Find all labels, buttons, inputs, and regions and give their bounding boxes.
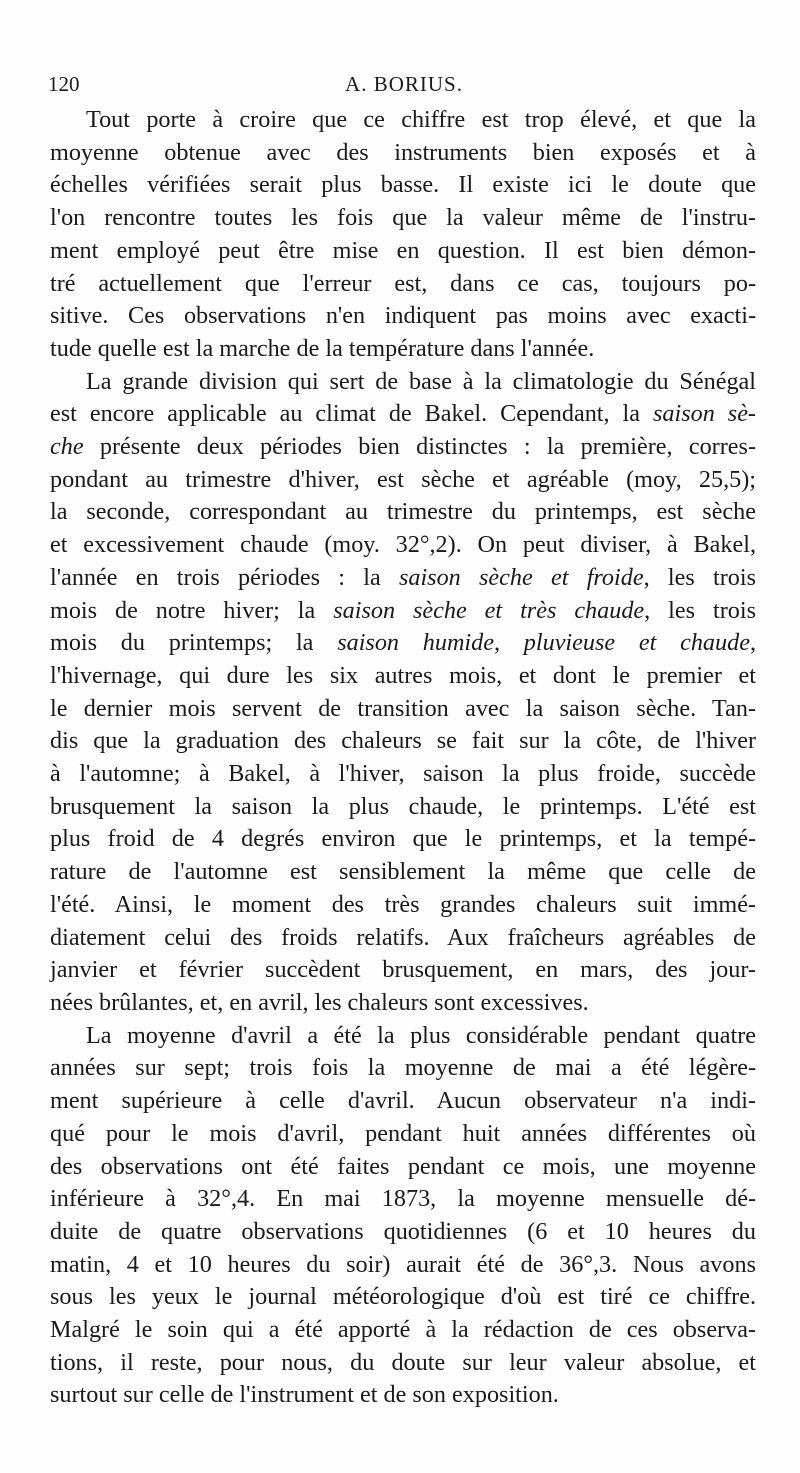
text-line: tude quelle est la marche de la température dans l'année. bbox=[50, 334, 595, 362]
text-line: sous les yeux le journal météorologique d'où est tiré ce chiffre. bbox=[50, 1283, 756, 1311]
text-line: est encore applicable au climat de Bakel. Cependant, la saison sè- bbox=[50, 400, 756, 428]
italic-text: saison sèche et froide bbox=[398, 563, 644, 591]
text-line: l'hivernage, qui dure les six autres mois, et dont le premier et bbox=[50, 661, 756, 689]
italic-text: che bbox=[50, 433, 84, 461]
running-header bbox=[48, 72, 760, 102]
text-line: le dernier mois servent de transition avec la saison sèche. Tan- bbox=[50, 694, 756, 722]
italic-text: saison humide, pluvieuse et chaude bbox=[337, 629, 750, 657]
text-line: duite de quatre observations quotidiennes (6 et 10 heures du bbox=[50, 1217, 756, 1245]
text-line: sitive. Ces observations n'en indiquent pas moins avec exacti- bbox=[50, 302, 756, 330]
text-line: qué pour le mois d'avril, pendant huit années différentes où bbox=[50, 1119, 756, 1147]
text-line: ment employé peut être mise en question. Il est bien démon- bbox=[50, 236, 756, 264]
paragraph-1 bbox=[50, 104, 756, 366]
text-line: ment supérieure à celle d'avril. Aucun observateur n'a indi- bbox=[50, 1087, 756, 1115]
text-line: Tout porte à croire que ce chiffre est trop élevé, et que la bbox=[86, 106, 756, 133]
text-line: rature de l'automne est sensiblement la même que celle de bbox=[50, 858, 756, 886]
paragraph-3 bbox=[50, 1020, 756, 1412]
text-line: tré actuellement que l'erreur est, dans ce cas, toujours po- bbox=[50, 269, 756, 297]
text-line: l'année en trois périodes : la saison sèche et froide, les trois bbox=[50, 563, 757, 591]
italic-text: saison sèche et très chaude bbox=[333, 596, 645, 624]
text-line: plus froid de 4 degrés environ que le printemps, et la tempé- bbox=[50, 825, 756, 853]
text-line: La moyenne d'avril a été la plus considérable pendant quatre bbox=[86, 1021, 756, 1049]
text-line: pondant au trimestre d'hiver, est sèche et agréable (moy, 25,5); bbox=[50, 465, 756, 493]
running-title: A. BORIUS. bbox=[345, 72, 463, 96]
body-text bbox=[50, 104, 756, 1412]
text-line: janvier et février succèdent brusquement, en mars, des jour- bbox=[50, 956, 756, 984]
text-line: échelles vérifiées serait plus basse. Il existe ici le doute que bbox=[50, 171, 756, 199]
text-line: l'été. Ainsi, le moment des très grandes chaleurs suit immé- bbox=[50, 890, 756, 918]
italic-text: saison sè- bbox=[652, 400, 756, 428]
text-line: la seconde, correspondant au trimestre du printemps, est sèche bbox=[50, 498, 756, 526]
text-line: diatement celui des froids relatifs. Aux fraîcheurs agréables de bbox=[50, 923, 756, 951]
page-number: 120 bbox=[48, 72, 80, 96]
paragraph-2 bbox=[50, 366, 756, 1020]
text-line: nées brûlantes, et, en avril, les chaleurs sont excessives. bbox=[50, 988, 589, 1016]
text-line: dis que la graduation des chaleurs se fait sur la côte, de l'hiver bbox=[50, 727, 756, 755]
text-line: matin, 4 et 10 heures du soir) aurait été de 36°,3. Nous avons bbox=[50, 1250, 756, 1278]
text-line: Malgré le soin qui a été apporté à la rédaction de ces observa- bbox=[50, 1316, 756, 1344]
text-line: surtout sur celle de l'instrument et de son exposition. bbox=[50, 1381, 559, 1409]
text-line: che présente deux périodes bien distinctes : la première, corres- bbox=[50, 433, 756, 461]
text-line: à l'automne; à Bakel, à l'hiver, saison la plus froide, succède bbox=[50, 760, 756, 788]
text-line: et excessivement chaude (moy. 32°,2). On peut diviser, à Bakel, bbox=[50, 531, 756, 559]
text-line: La grande division qui sert de base à la climatologie du Sénégal bbox=[86, 367, 756, 395]
text-line: tions, il reste, pour nous, du doute sur leur valeur absolue, et bbox=[50, 1348, 756, 1376]
text-line: mois de notre hiver; la saison sèche et très chaude, les trois bbox=[50, 596, 756, 624]
text-line: années sur sept; trois fois la moyenne de mai a été légère- bbox=[50, 1054, 756, 1082]
text-line: brusquement la saison la plus chaude, le printemps. L'été est bbox=[50, 792, 756, 820]
text-line: mois du printemps; la saison humide, pluvieuse et chaude, bbox=[50, 629, 756, 657]
text-line: l'on rencontre toutes les fois que la valeur même de l'instru- bbox=[50, 204, 756, 232]
text-line: inférieure à 32°,4. En mai 1873, la moyenne mensuelle dé- bbox=[50, 1185, 756, 1213]
text-line: des observations ont été faites pendant ce mois, une moyenne bbox=[50, 1152, 756, 1180]
text-line: moyenne obtenue avec des instruments bien exposés et à bbox=[50, 138, 756, 166]
